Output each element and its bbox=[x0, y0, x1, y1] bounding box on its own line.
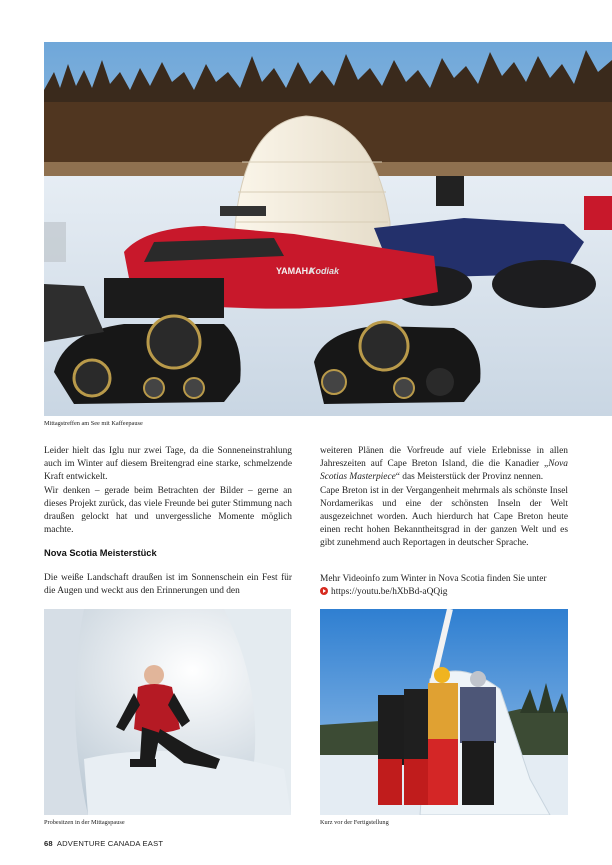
photo-inside-igloo bbox=[44, 609, 291, 815]
page-footer bbox=[44, 839, 163, 848]
section-heading: Nova Scotia Meisterstück bbox=[44, 548, 157, 558]
photo-igloo-atvs bbox=[44, 42, 612, 416]
masterpiece-italic-text: Nova Scotias Masterpiece bbox=[320, 459, 568, 483]
video-link[interactable]: https://youtu.be/hXbBd-aQQig bbox=[331, 587, 448, 598]
page-number: 68 bbox=[44, 839, 53, 848]
article-paragraph: Die weiße Landschaft draußen ist im Sonnenschein ein Fest für die Augen und weckt aus den Erinnerungen und den bbox=[44, 573, 292, 597]
article-column-left-cont bbox=[44, 572, 292, 598]
photo-inside-igloo-illustration bbox=[44, 609, 291, 815]
publication-name: ADVENTURE CANADA EAST bbox=[56, 839, 164, 848]
bottom-left-caption: Probesitzen in der Mittagspause bbox=[44, 819, 125, 826]
video-link-line[interactable] bbox=[320, 586, 572, 599]
play-icon bbox=[320, 587, 328, 595]
top-photo-caption: Mittagstreffen am See mit Kaffeepause bbox=[44, 420, 143, 427]
article-paragraph: Cape Breton ist in der Vergangenheit mehrmals als schönste Insel Nordamerikas und eine der schönsten Inseln der Welt ausgezeichnet worden. Auch hierdurch hat Cape Breton heute einen recht hohen Bekanntheitsgrad in der ganzen Welt und es gibt zunehmend auch Reportagen in deutscher Sprache. bbox=[320, 485, 568, 549]
video-info-text: Mehr Videoinfo zum Winter in Nova Scotia finden Sie unter bbox=[320, 574, 547, 584]
article-paragraph bbox=[320, 445, 568, 485]
paragraph-text: weiteren Plänen die Vorfreude auf viele Erlebnisse in allen Jahreszeiten auf Cape Breton Island, die die Kanadier „ bbox=[320, 446, 568, 470]
atv-brand-text: YAMAHA bbox=[276, 266, 315, 276]
article-paragraph: Leider hielt das Iglu nur zwei Tage, da die Sonneneinstrahlung auch im Winter auf diesem Breitengrad eine starke, schmelzende Kraft entwickelt. bbox=[44, 446, 292, 483]
paragraph-text: “ das Meisterstück der Provinz nennen. bbox=[395, 472, 544, 483]
video-info bbox=[320, 573, 572, 599]
bottom-right-caption: Kurz vor der Fertigstellung bbox=[320, 819, 389, 826]
article-column-left bbox=[44, 445, 292, 537]
photo-igloo-building bbox=[320, 609, 568, 815]
article-paragraph: Wir denken – gerade beim Betrachten der Bilder – gerne an dieses Projekt zurück, das viele Freunde bei guter Stimmung nach draußen gelockt hat und unvergessliche Momente möglich machte. bbox=[44, 485, 292, 536]
article-column-right bbox=[320, 445, 568, 551]
photo-igloo-atvs-illustration bbox=[44, 42, 612, 416]
photo-igloo-building-illustration bbox=[320, 609, 568, 815]
atv-model-text: Kodiak bbox=[309, 266, 340, 276]
